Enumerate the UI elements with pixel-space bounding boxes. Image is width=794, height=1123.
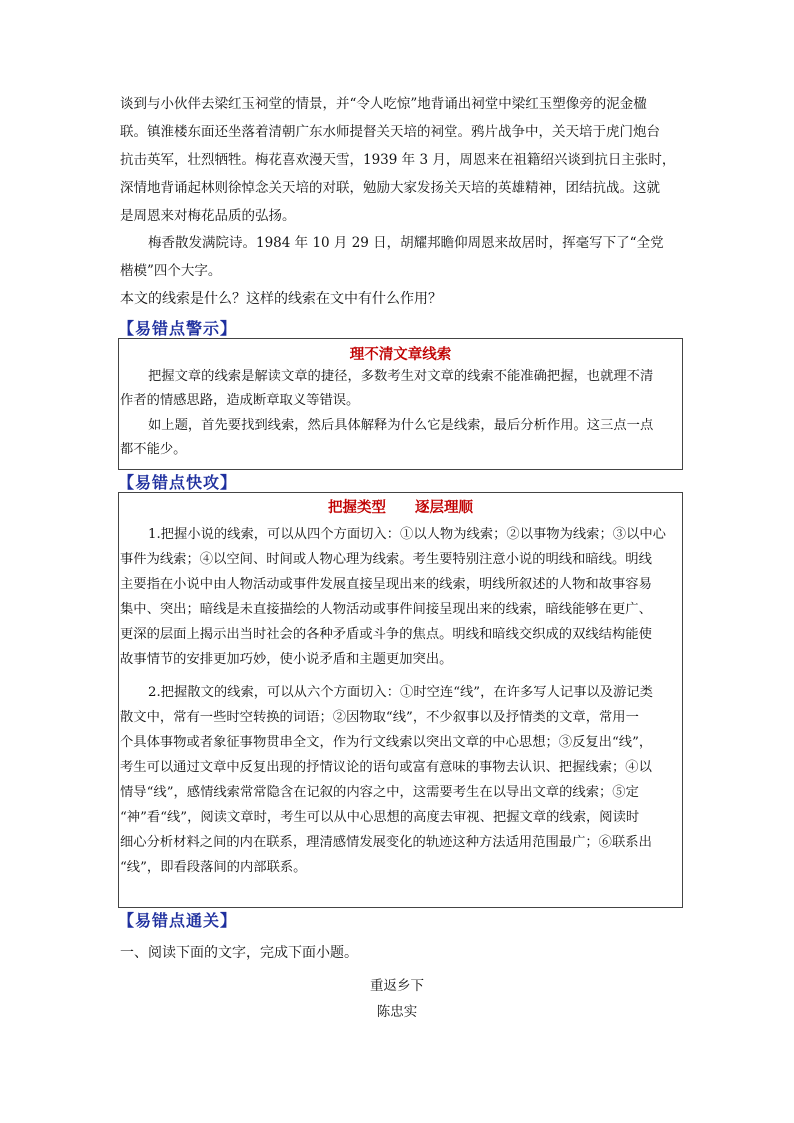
question-text: 本文的线索是什么？这样的线索在文中有什么作用？ bbox=[120, 291, 442, 307]
warning-box-line: 作者的情感思路，造成断章取义等错误。 bbox=[120, 393, 360, 408]
para2-line: 楷模”四个大字。 bbox=[120, 263, 222, 279]
section-heading-quick: 【易错点快攻】 bbox=[118, 473, 238, 492]
method-box-line: 集中、突出；暗线是未直接描绘的人物活动或事件间接呈现出来的线索，暗线能够在更广、 bbox=[120, 602, 652, 617]
intro-line: 深情地背诵起林则徐悼念关天培的对联，勉励大家发扬关天培的英雄精神，团结抗战。这就 bbox=[120, 180, 660, 196]
method-box-line: 散文中，常有一些时空转换的词语；②因物取“线”，不少叙事以及抒情类的文章，常用一 bbox=[120, 710, 639, 725]
warning-box-line: 都不能少。 bbox=[120, 442, 187, 457]
method-box-title: 把握类型 逐层理顺 bbox=[328, 499, 473, 516]
method-box-line: “线”，即看段落间的内部联系。 bbox=[120, 860, 307, 875]
method-box-line: “神”看“线”，阅读文章时，考生可以从中心思想的高度去审视、把握文章的线索，阅读时 bbox=[120, 810, 640, 825]
method-box-line: 主要指在小说中由人物活动或事件发展直接呈现出来的线索，明线所叙述的人物和故事容易 bbox=[120, 577, 652, 592]
intro-line: 抗击英军，壮烈牺牲。梅花喜欢漫天雪，1939 年 3 月，周恩来在祖籍绍兴谈到抗日主张时， bbox=[120, 152, 676, 168]
warning-box bbox=[118, 338, 683, 470]
method-box-line: 1.把握小说的线索，可以从四个方面切入：①以人物为线索；②以事物为线索；③以中心 bbox=[148, 527, 666, 542]
method-box-line: 情导“线”，感情线索常常隐含在记叙的内容之中，这需要考生在以导出文章的线索；⑤定 bbox=[120, 785, 639, 800]
para2-line: 梅香散发满院诗。1984 年 10 月 29 日，胡耀邦瞻仰周恩来故居时，挥毫写下了“全党 bbox=[148, 235, 664, 251]
intro-line: 是周恩来对梅花品质的弘扬。 bbox=[120, 208, 296, 224]
warning-box-line: 如上题，首先要找到线索，然后具体解释为什么它是线索，最后分析作用。这三点一点 bbox=[148, 418, 654, 433]
article-author: 陈忠实 bbox=[376, 1004, 418, 1020]
intro-line: 谈到与小伙伴去梁红玉祠堂的情景，并“令人吃惊”地背诵出祠堂中梁红玉塑像旁的泥金楹 bbox=[120, 96, 647, 112]
section-heading-practice: 【易错点通关】 bbox=[118, 911, 238, 930]
method-box-line: 事件为线索；④以空间、时间或人物心理为线索。考生要特别注意小说的明线和暗线。明线 bbox=[120, 552, 652, 567]
method-box-line: 2.把握散文的线索，可以从六个方面切入：①时空连“线”，在许多写人记事以及游记类 bbox=[148, 685, 653, 700]
section-heading-warning: 【易错点警示】 bbox=[118, 319, 238, 338]
method-box-line: 更深的层面上揭示出当时社会的各种矛盾或斗争的焦点。明线和暗线交织成的双线结构能使 bbox=[120, 627, 652, 642]
method-box-line: 细心分析材料之间的内在联系，理清感情发展变化的轨迹这种方法适用范围最广；⑥联系出 bbox=[120, 835, 652, 850]
method-box bbox=[118, 492, 683, 908]
task-instruction: 一、阅读下面的文字，完成下面小题。 bbox=[120, 945, 358, 961]
method-box-line: 考生可以通过文章中反复出现的抒情议论的语句或富有意味的事物去认识、把握线索；④以 bbox=[120, 760, 652, 775]
method-box-line: 故事情节的安排更加巧妙，使小说矛盾和主题更加突出。 bbox=[120, 652, 453, 667]
method-box-line: 个具体事物或者象征事物贯串全文，作为行文线索以突出文章的中心思想；③反复出“线”， bbox=[120, 735, 653, 750]
warning-box-line: 把握文章的线索是解读文章的捷径，多数考生对文章的线索不能准确把握，也就理不清 bbox=[148, 369, 654, 384]
intro-line: 联。镇淮楼东面还坐落着清朝广东水师提督关天培的祠堂。鸦片战争中，关天培于虎门炮台 bbox=[120, 124, 660, 140]
warning-box-title: 理不清文章线索 bbox=[349, 346, 452, 363]
article-title: 重返乡下 bbox=[370, 978, 424, 994]
